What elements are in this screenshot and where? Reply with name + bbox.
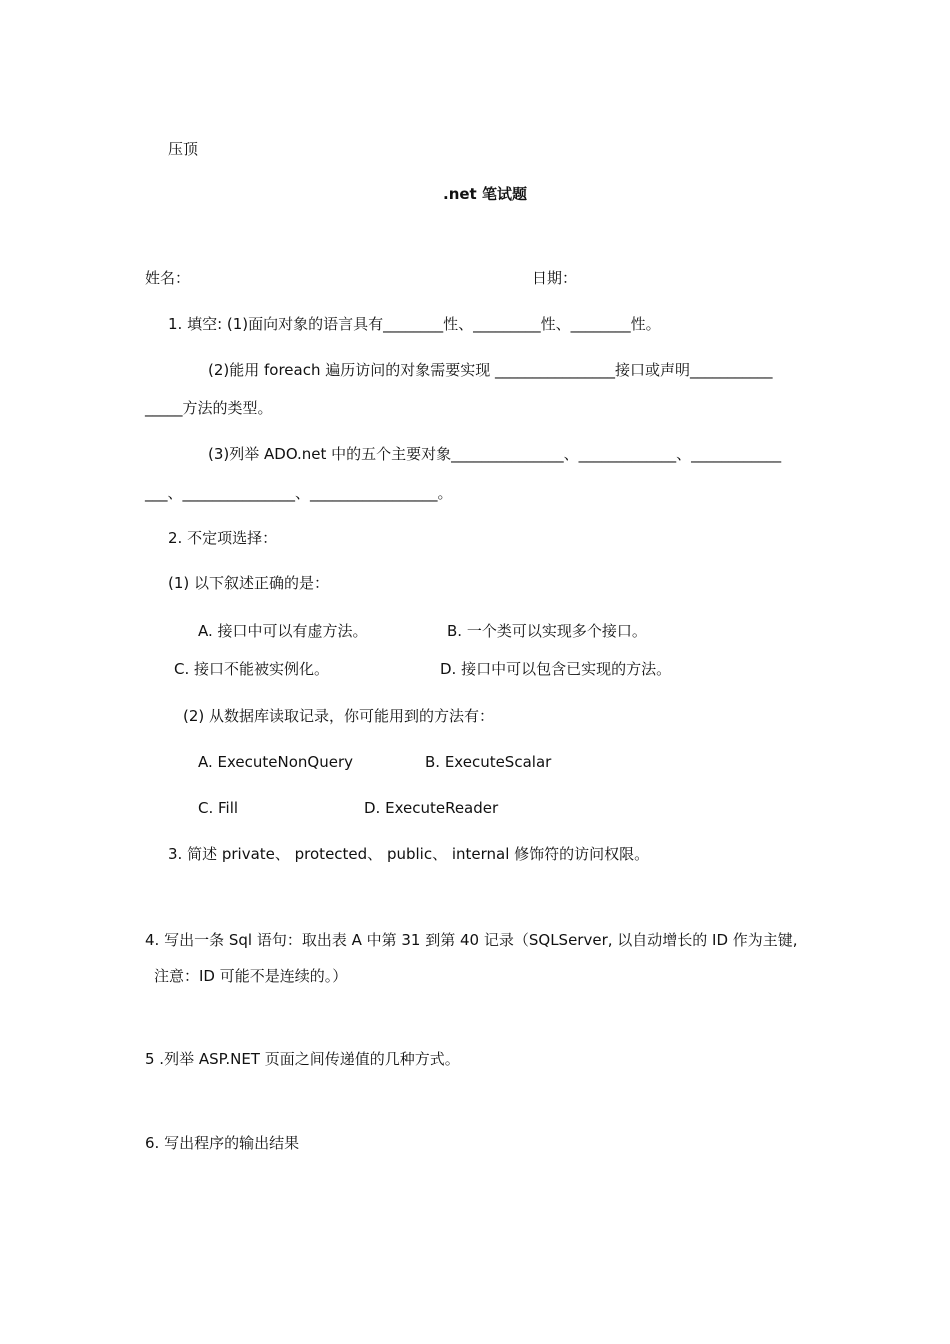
- page-title: .net 笔试题: [443, 185, 527, 203]
- q4-line1: 4. 写出一条 Sql 语句：取出表 A 中第 31 到第 40 记录（SQLServer, 以自动增长的 ID 作为主键,: [145, 931, 798, 949]
- q1-line2a: (2)能用 foreach 遍历访问的对象需要实现 ________________接口或声明___________: [208, 361, 773, 379]
- q2-sub2-option-a: A. ExecuteNonQuery: [198, 753, 354, 771]
- q2-sub1-option-c: C. 接口不能被实例化。: [174, 660, 330, 678]
- q1-line2b: _____方法的类型。: [145, 399, 273, 417]
- q2-sub1-option-d: D. 接口中可以包含已实现的方法。: [440, 660, 672, 678]
- q1-line3b: ___、_______________、_________________。: [145, 484, 453, 502]
- q2-sub2-option-c: C. Fill: [198, 799, 239, 817]
- q2-heading: 2. 不定项选择：: [168, 529, 278, 547]
- q2-sub1-option-a: A. 接口中可以有虚方法。: [198, 622, 368, 640]
- q2-sub2-option-b: B. ExecuteScalar: [425, 753, 552, 771]
- q1-line3a: (3)列举 ADO.net 中的五个主要对象_______________、_____________、____________: [208, 445, 782, 463]
- name-label: 姓名：: [145, 269, 191, 287]
- date-label: 日期：: [532, 269, 578, 287]
- q2-sub2-option-d: D. ExecuteReader: [364, 799, 499, 817]
- q1-line1: 1. 填空: (1)面向对象的语言具有________性、_________性、________性。: [168, 315, 661, 333]
- top-label: 压顶: [168, 140, 199, 158]
- q5-text: 5 .列举 ASP.NET 页面之间传递值的几种方式。: [145, 1050, 460, 1068]
- q2-sub1-option-b: B. 一个类可以实现多个接口。: [447, 622, 647, 640]
- q6-text: 6. 写出程序的输出结果: [145, 1134, 300, 1152]
- q2-sub2-question: (2) 从数据库读取记录，你可能用到的方法有：: [183, 707, 495, 725]
- q2-sub1-question: (1) 以下叙述正确的是：: [168, 574, 330, 592]
- q4-line2: 注意：ID 可能不是连续的。）: [154, 967, 348, 985]
- q3-text: 3. 简述 private、 protected、 public、 internal 修饰符的访问权限。: [168, 845, 650, 863]
